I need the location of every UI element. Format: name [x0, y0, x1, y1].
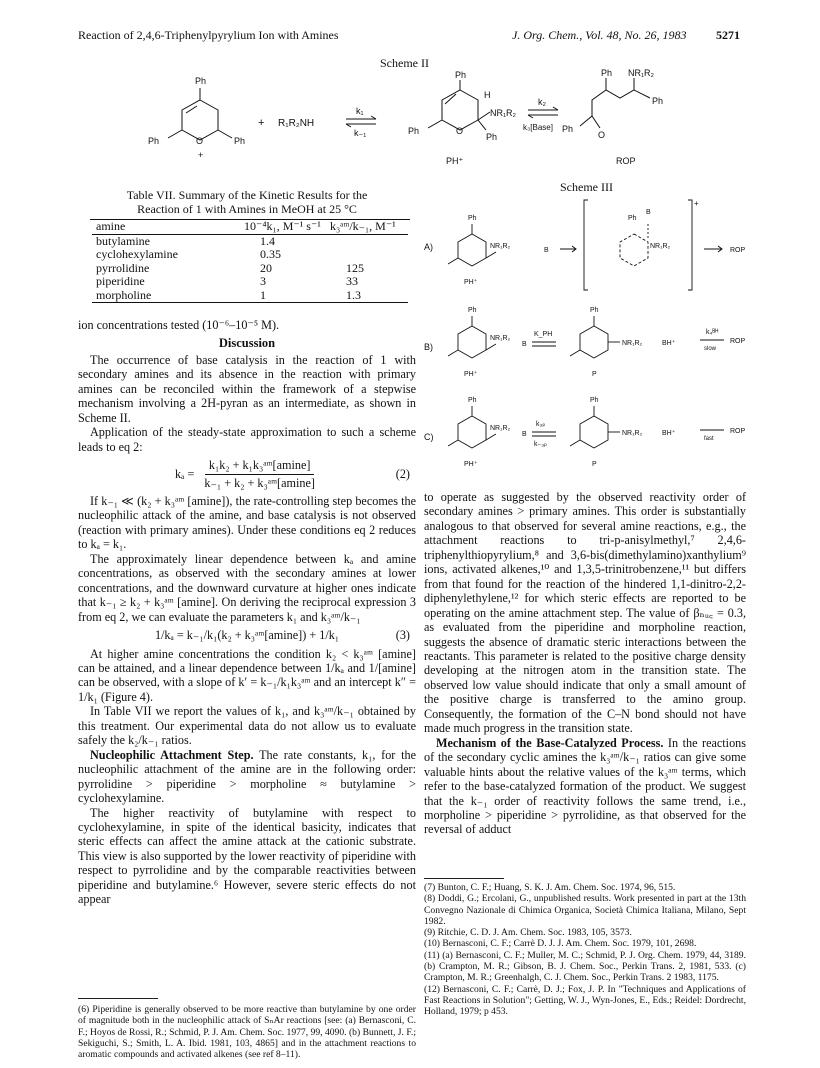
paragraph: The occurrence of base catalysis in the reaction of 1 with secondary amines and its absence in the reaction with primary amines can be reconciled within the framework of a stepwise mechanism involving a 2H-pyran as an intermediate, as shown in Scheme II.	[78, 352, 416, 425]
transition-state-structure	[584, 200, 692, 290]
table-header: 10⁻⁴k₁, M⁻¹ s⁻¹	[244, 219, 321, 233]
o-label: O	[598, 130, 606, 140]
table-header: amine	[96, 219, 126, 233]
table-row	[92, 289, 408, 303]
paragraph-text: The rate constants, k₁, for the nucleophilic attachment of the amine are in the following order: pyrrolidine > piperidine > morpholine ≈ butylamine > cyclohexylamine.	[78, 747, 416, 806]
ph-label: Ph	[652, 96, 664, 106]
k3-base-label: k₃[Base]	[523, 123, 553, 132]
table-cell: 33	[346, 274, 358, 288]
ph-label: Ph	[468, 307, 477, 314]
run-in-heading: Nucleophilic Attachment Step.	[90, 747, 254, 762]
paragraph: If k₋₁ ≪ (k₂ + k₃ᵃᵐ [amine]), the rate-controlling step becomes the nucleophilic attack of the amine, and base catalysis is not observed (reaction with primary amines). Under these conditions eq 2 reduces to kₐ = k₁.	[78, 493, 416, 552]
bh-label: BH⁺	[662, 340, 676, 347]
table-cell: butylamine	[96, 233, 150, 248]
rop-label: ROP	[730, 338, 746, 345]
rop-label: ROP	[616, 156, 636, 166]
table-cell: 125	[346, 260, 364, 275]
paragraph	[424, 736, 746, 837]
table-row	[92, 275, 408, 289]
table-row	[92, 248, 408, 262]
left-column	[78, 318, 416, 907]
plus-sign: +	[258, 117, 265, 129]
ph-label: Ph	[455, 70, 467, 80]
row-label-b: B)	[424, 342, 433, 352]
k4-label: k₄ᴮᴴ	[706, 329, 719, 336]
run-in-heading: Mechanism of the Base-Catalyzed Process.	[436, 735, 664, 750]
k-1-label: k₋₁	[354, 128, 367, 138]
bh-label: BH⁺	[662, 430, 676, 437]
k2-label: k₂	[538, 97, 546, 107]
k-3p-label: k₋₃ₚ	[534, 441, 548, 448]
adduct-ph-structure	[448, 406, 496, 448]
row-label-a: A)	[424, 242, 433, 252]
ph-label: Ph	[408, 126, 420, 136]
charge-plus: +	[694, 199, 699, 208]
fast-label: fast	[704, 436, 714, 442]
base-label: B	[522, 431, 527, 438]
paragraph: In Table VII we report the values of k₁, and k₃ᵃᵐ/k₋₁ obtained by this treatment. Our experimental data do not allow us to evaluate safely the k₂/k₋₁ ratios.	[78, 704, 416, 748]
pyran-p-structure	[570, 316, 620, 358]
h-label: H	[484, 90, 491, 100]
ph-label: Ph	[148, 136, 160, 146]
table-cell: 1.4	[260, 233, 275, 248]
nr1r2-label: NR₁R₂	[490, 425, 511, 432]
footnotes-right	[424, 882, 746, 1018]
equation-3	[78, 628, 416, 642]
adduct-ph-structure	[448, 224, 496, 266]
equation-2	[78, 458, 416, 490]
page-number: 5271	[716, 28, 740, 42]
scheme-2-diagram	[140, 68, 760, 178]
footnote: (11) (a) Bernasconi, C. F.; Muller, M. C.; Schmid, P. J. Org. Chem. 1979, 44, 3189. (b) Crampton, M. R.; Gibson, B. J. Chem. Soc., Perkin Trans. 2, 1981, 533. (c) Crampton, M. R.; Greenhalgh, C. J. Chem. Soc., Perkin Trans. 2 1983, 1175.	[424, 949, 746, 984]
scheme-3-diagram	[424, 194, 754, 484]
table-7	[78, 188, 416, 303]
ph-label: Ph	[468, 215, 477, 222]
table-cell: morpholine	[96, 287, 152, 302]
nr1r2-label: NR₁R₂	[622, 430, 643, 437]
table-cell: piperidine	[96, 274, 145, 288]
right-column	[424, 490, 746, 837]
kph-label: K_PH	[534, 331, 553, 338]
table-cell: cyclohexylamine	[96, 247, 178, 261]
pyran-p-structure	[570, 406, 620, 448]
table-title: Reaction of 1 with Amines in MeOH at 25 °C	[137, 202, 357, 216]
nr1r2-label: NR₁R₂	[650, 243, 671, 250]
journal-citation: J. Org. Chem., Vol. 48, No. 26, 1983	[512, 28, 687, 42]
equation-denominator: k₋₁ + k₂ + k₃ᵃᵐ[amine]	[204, 475, 315, 490]
row-label-c: C)	[424, 432, 434, 442]
equilibrium-arrow	[346, 116, 376, 127]
adduct-ph-structure	[428, 80, 490, 130]
footnote: (10) Bernasconi, C. F.; Carrè D. J. J. Am. Chem. Soc. 1979, 101, 2698.	[424, 938, 697, 950]
footnotes-left	[78, 1004, 416, 1060]
paragraph: At higher amine concentrations the condition k₂ < k₃ᵃᵐ [amine] can be attained, and a linear dependence between 1/kₐ and 1/[amine] can be observed, with a slope of k′ = k₋₁/k₁k₃ᵃᵐ and an intercept k″ = 1/k₁ (Figure 4).	[78, 646, 416, 704]
k1-label: k₁	[356, 106, 364, 116]
equation-lhs: kₐ =	[175, 466, 195, 481]
scheme-2-title: Scheme II	[380, 56, 429, 70]
ph-plus-label: PH⁺	[464, 279, 478, 286]
ph-label: Ph	[486, 132, 498, 142]
paragraph-text: In the reactions of the secondary cyclic amines the k₃ᵃᵐ/k₋₁ ratios can give some valuable hints about the relative values of the k₃ᵃᵐ terms, which refer to the base-catalyzed formation of the product. We suggest that the k₋₁ order of reactivity follows the same trend, i.e., morpholine > piperidine > pyrrolidine, as that observed for the reversal of adduct	[424, 735, 746, 837]
amine-formula: R₁R₂NH	[278, 118, 315, 129]
rop-label: ROP	[730, 428, 746, 435]
nr1r2-label: NR₁R₂	[490, 335, 511, 342]
nr1r2-label: NR₁R₂	[628, 68, 655, 78]
footnote: (7) Bunton, C. F.; Huang, S. K. J. Am. Chem. Soc. 1974, 96, 515.	[424, 882, 676, 893]
rop-label: ROP	[730, 247, 746, 254]
charge-plus: +	[198, 150, 204, 160]
base-label: B	[544, 247, 549, 254]
equation-number: (2)	[395, 466, 410, 481]
o-label: O	[196, 136, 204, 146]
footnote: (8) Doddi, G.; Ercolani, G., unpublished results. Work presented in part at the 13th Convegno Nazionale di Chimica Organica, Società Chimica Italiana, Milano, Sept 1982.	[424, 893, 746, 927]
p-label: P	[592, 371, 597, 378]
nr1r2-label: NR₁R₂	[490, 243, 511, 250]
ph-label: Ph	[195, 76, 207, 86]
paragraph: Application of the steady-state approximation to such a scheme leads to eq 2:	[78, 425, 416, 454]
ph-label: Ph	[601, 68, 613, 78]
equilibrium-arrow	[528, 107, 558, 118]
table-cell: 20	[260, 260, 272, 275]
nr1r2-label: NR₁R₂	[622, 340, 643, 347]
table-row	[92, 234, 408, 248]
section-heading: Discussion	[218, 336, 276, 351]
nr1r2-label: NR₁R₂	[490, 108, 517, 118]
paragraph: to operate as suggested by the observed reactivity order of secondary amines > primary amines. This order is substantially analogous to that observed for several amine reactions, e.g., the attachment reactions to tri-p-anisylmethyl,⁷ 2,4,6-triphenylthiopyrylium,⁸ and 3,6-bis(dimethylamino)xanthylium⁹ ions, activated alkenes,¹⁰ and 1,3,5-trinitrobenzene,¹¹ but differs from that found for the reaction of the hindered 1,1-dinitro-2,2-diphenylethylene,¹² for which steric effects are reported to be operating on the amine attachment step. The value of βₙᵤ꜀ = 0.3, as evaluated from the piperidine and morpholine reaction, suggests the absence of dramatic steric interactions between the reactants. This parameter is related to the positive charge density developing at the nitrogen atom in the transition state. The observed low value should indicate that only a small amount of the positive charge is transferred to the amino group. Consequently, the formation of the C–N bond should not have made much progress in the transition state.	[424, 490, 746, 736]
ph-label: Ph	[590, 397, 599, 404]
k3p-label: k₃ₚ	[536, 421, 546, 428]
table-cell	[326, 234, 408, 248]
ph-label: Ph	[234, 136, 246, 146]
scheme-3-title: Scheme III	[560, 180, 613, 194]
footnote: (12) Bernasconi, C. F.; Carrè, D. J.; Fox, J. P. In "Techniques and Applications of Fast Reactions in Solution"; Getting, W. J., Wyn-Jones, E., Eds.; Reidel: Dordrecht, Holland, 1979; p 453.	[424, 983, 746, 1018]
running-title: Reaction of 2,4,6-Triphenylpyrylium Ion with Amines	[78, 28, 339, 42]
ph-plus-label: PH⁺	[446, 156, 464, 166]
ph-label: Ph	[468, 397, 477, 404]
slow-label: slow	[704, 346, 717, 352]
ph-label: Ph	[590, 307, 599, 314]
table-cell: 3	[260, 274, 266, 288]
table-row	[92, 262, 408, 276]
table-header: k₃ᵃᵐ/k₋₁, M⁻¹	[330, 219, 396, 233]
table-cell	[326, 248, 408, 262]
equation-numerator: k₁k₂ + k₁k₃ᵃᵐ[amine]	[205, 458, 315, 474]
base-label: B	[522, 341, 527, 348]
footnote: (9) Ritchie, C. D. J. Am. Chem. Soc. 1983, 105, 3573.	[424, 927, 632, 939]
paragraph	[78, 748, 416, 806]
footnote-rule	[424, 878, 504, 879]
table-cell: 1.3	[346, 287, 361, 302]
paragraph: The higher reactivity of butylamine with respect to cyclohexylamine, in spite of the identical basicity, indicates that steric effects can affect the amine attack at the cationic substrate. This view is also supported by the lower reactivity of piperidine with respect to pyrrolidine and by the comparable reactivities between piperidine and butylamine.⁶ However, severe steric effects do not appear	[78, 805, 416, 907]
equation-number: (3)	[395, 628, 410, 643]
base-label: B	[646, 209, 651, 216]
ph-plus-label: PH⁺	[464, 371, 478, 378]
pyrylium-ion-structure	[168, 88, 232, 140]
paragraph: The approximately linear dependence between kₐ and amine concentrations, as observed with the secondary amines at lower concentrations, and the downward curvature at higher ones indicate that k₋₁ ≥ k₂ + k₃ᵃᵐ [amine]. On deriving the reciprocal expression 3 from eq 2, we can evaluate the parameters k₁ and k₃ᵃᵐ/k₋₁	[78, 551, 416, 624]
table-cell: pyrrolidine	[96, 260, 150, 275]
p-label: P	[592, 461, 597, 468]
table-cell: 0.35	[260, 247, 281, 261]
footnote-rule	[78, 998, 158, 999]
footnote: (6) Piperidine is generally observed to be more reactive than butylamine by one order of magnitude both in the nucleophilic attack of SₙAr reactions [see: (a) Bernasconi, C. F.; Hoyos de Rossi, R.; Schmid, P. J. Am. Chem. Soc. 1977, 99, 4090. (b) Bunnett, J. F.; Sekiguchi, S.; Smith, L. A. Ibid. 1981, 103, 4865] and in the attachment reactions to aromatic compounds and activated alkenes (see ref 8–11).	[78, 1004, 416, 1061]
table-cell: 1	[260, 287, 266, 302]
table-title: Table VII. Summary of the Kinetic Results for the	[126, 188, 368, 202]
ph-plus-label: PH⁺	[464, 461, 478, 468]
paragraph: ion concentrations tested (10⁻⁶–10⁻⁵ M).	[78, 318, 280, 332]
ph-label: Ph	[628, 215, 637, 222]
ph-label: Ph	[562, 124, 574, 134]
adduct-ph-structure	[448, 316, 496, 358]
ring-opened-product-structure	[580, 78, 650, 128]
o-label: O	[456, 126, 464, 136]
equation-body: 1/kₐ = k₋₁/k₁(k₂ + k₃ᵃᵐ[amine]) + 1/k₁	[154, 628, 340, 643]
